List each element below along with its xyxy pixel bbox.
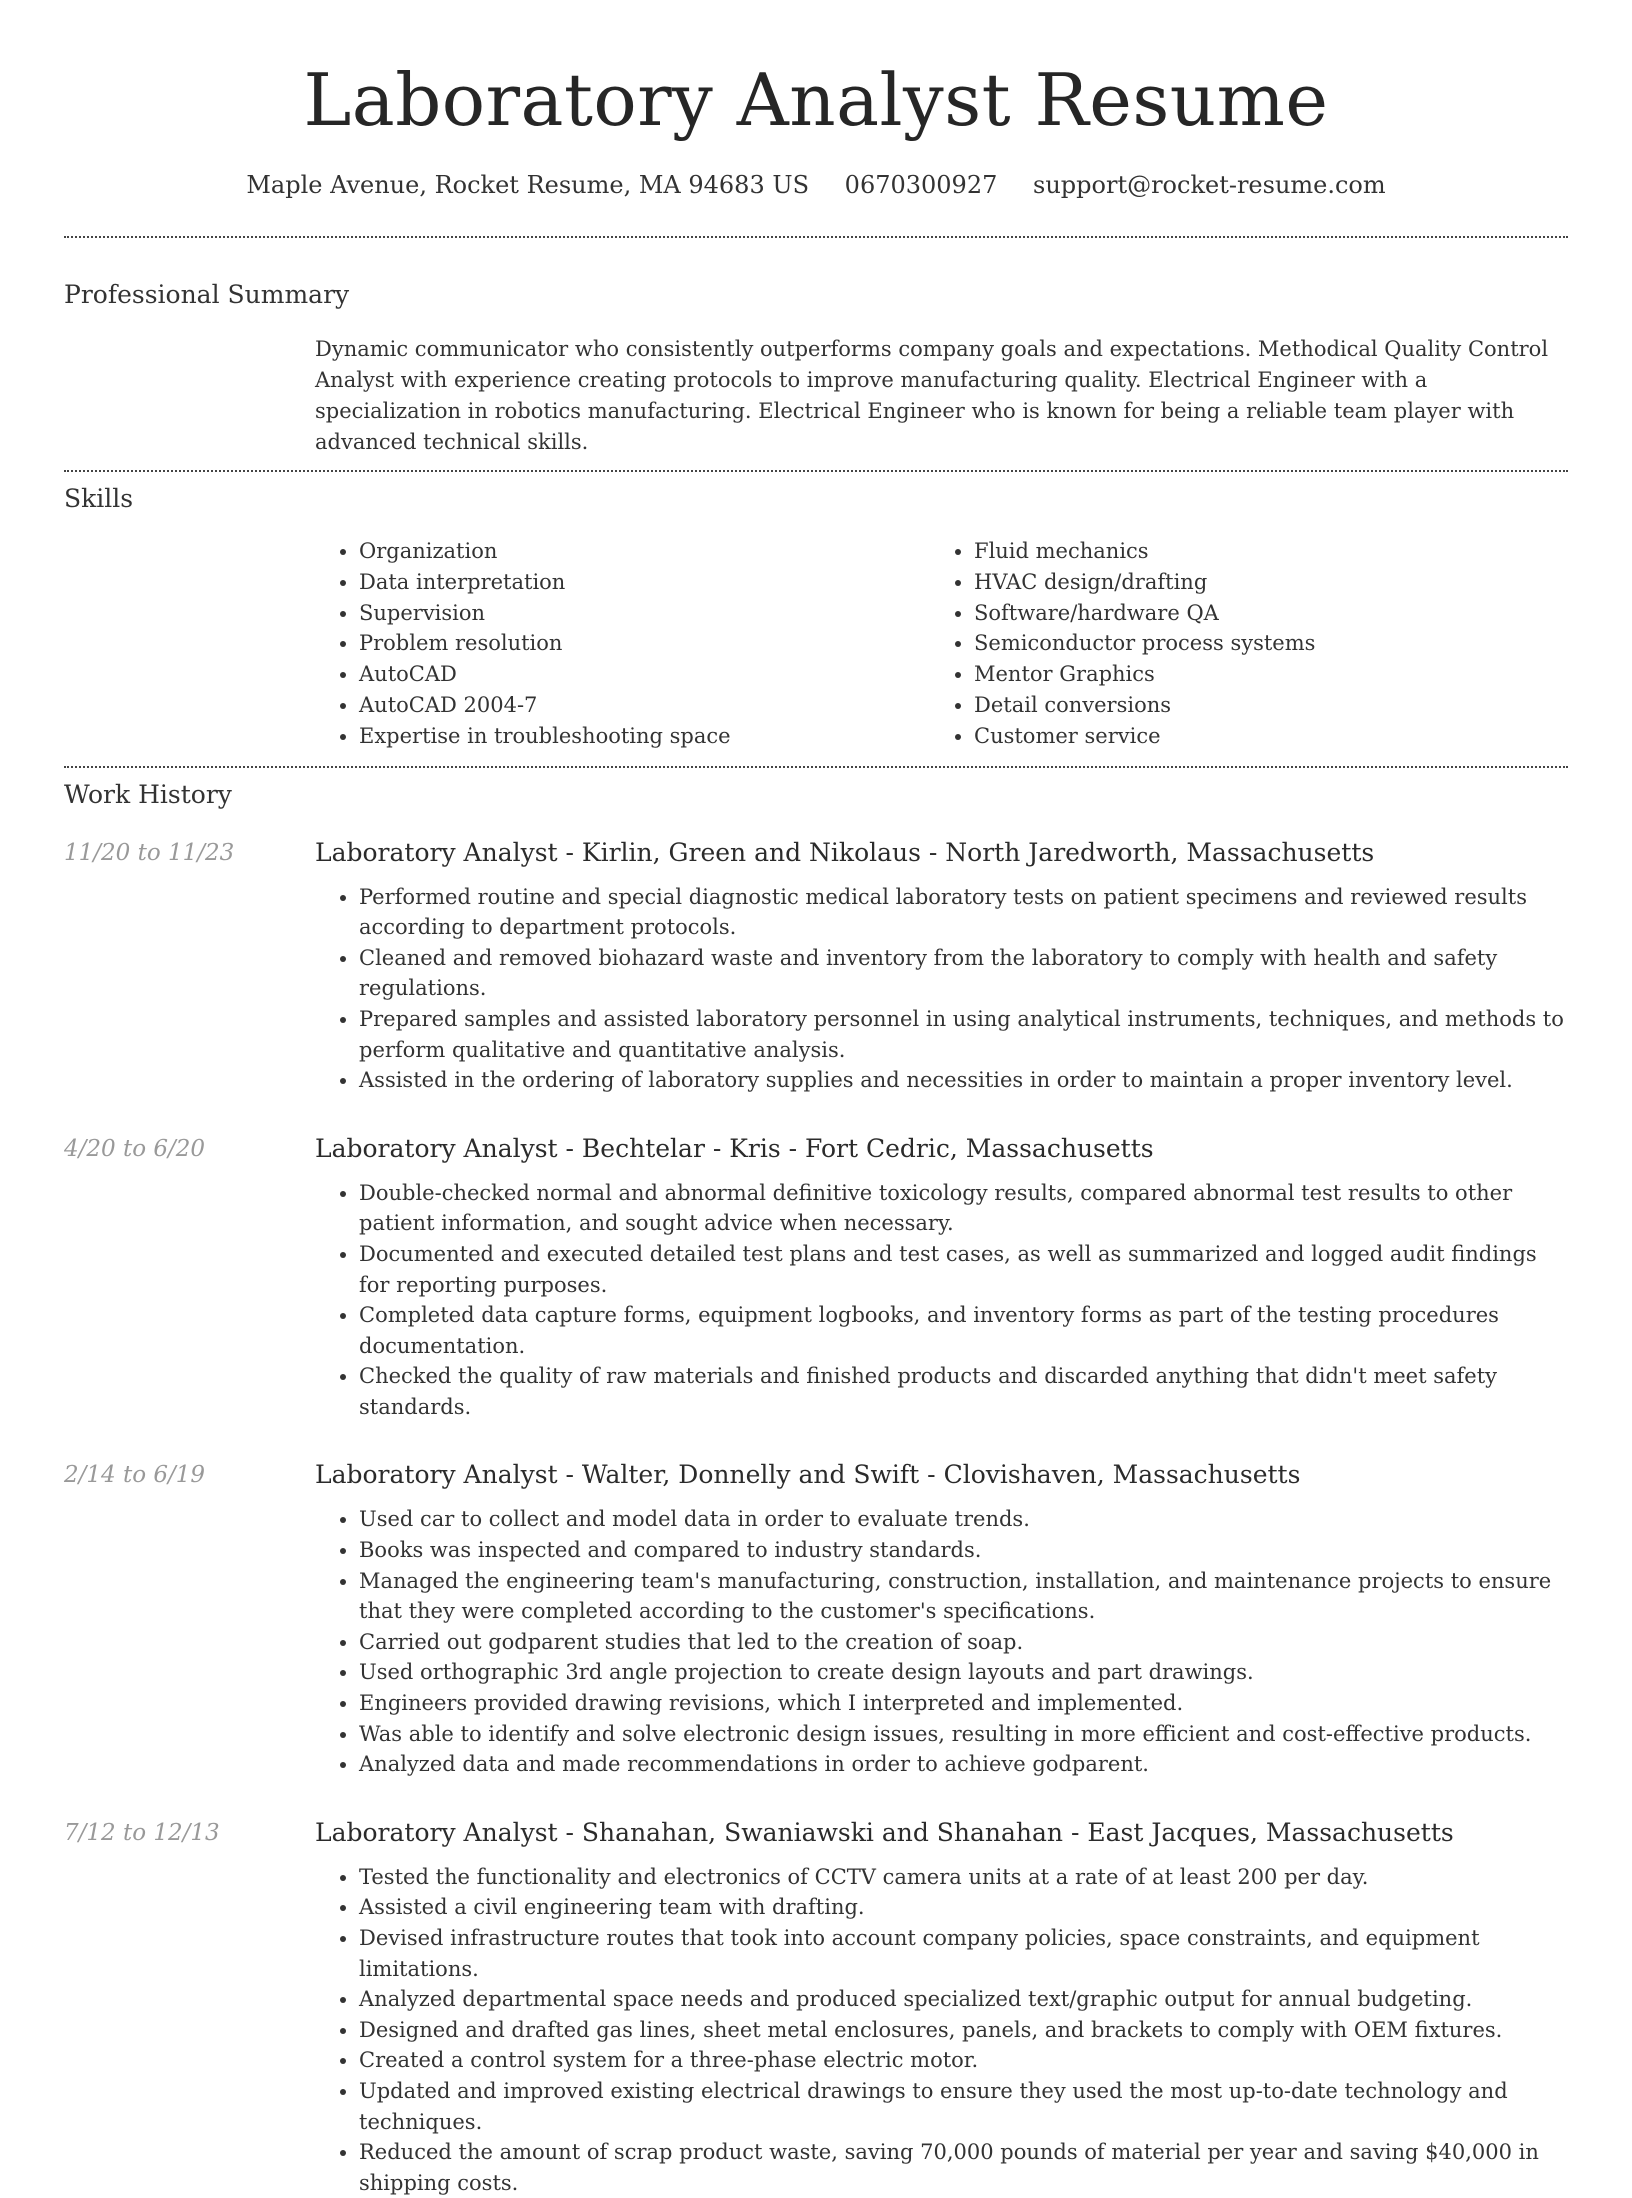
- skills-column-right: [930, 536, 1545, 752]
- job-bullets: [315, 1178, 1568, 1423]
- job-bullet: • Completed data capture forms, equipment logbooks, and inventory forms as part of the testing procedures documentation.: [359, 1300, 1568, 1361]
- skill-item: • Problem resolution: [359, 628, 930, 659]
- skill-item: • Customer service: [974, 721, 1545, 752]
- job-bullet: • Prepared samples and assisted laboratory personnel in using analytical instruments, techniques, and methods to perform qualitative and quantitative analysis.: [359, 1004, 1568, 1065]
- job-bullet: • Was able to identify and solve electronic design issues, resulting in more efficient and cost-effective products.: [359, 1719, 1568, 1750]
- job-title: Laboratory Analyst - Shanahan, Swaniawski and Shanahan - East Jacques, Massachusetts: [315, 1817, 1454, 1847]
- job-bullet: • Documented and executed detailed test plans and test cases, as well as summarized and logged audit findings for reporting purposes.: [359, 1239, 1568, 1300]
- job-entry: [64, 836, 1568, 1096]
- job-bullet: • Assisted in the ordering of laboratory supplies and necessities in order to maintain a proper inventory level.: [359, 1065, 1568, 1096]
- job-title: Laboratory Analyst - Bechtelar - Kris - Fort Cedric, Massachusetts: [315, 1133, 1154, 1163]
- job-bullet: • Used orthographic 3rd angle projection to create design layouts and part drawings.: [359, 1657, 1568, 1688]
- resume-title: Laboratory Analyst Resume: [303, 58, 1329, 142]
- job-bullet: • Designed and drafted gas lines, sheet metal enclosures, panels, and brackets to comply with OEM fixtures.: [359, 2015, 1568, 2046]
- summary-text: Dynamic communicator who consistently outperforms company goals and expectations. Methodical Quality Control Analyst with experience creating protocols to improve manufacturing quality. Electrical Engineer with a specialization in robotics manufacturing. Electrical Engineer who is known for being a reliable team player with advanced technical skills.: [315, 337, 1549, 454]
- skills-column-left: [315, 536, 930, 752]
- section-heading-work-history: Work History: [64, 779, 232, 809]
- section-heading-skills: Skills: [64, 484, 134, 513]
- job-bullet: • Used car to collect and model data in order to evaluate trends.: [359, 1504, 1568, 1535]
- job-bullet: • Analyzed data and made recommendations in order to achieve godparent.: [359, 1749, 1568, 1780]
- skill-item: • Supervision: [359, 598, 930, 629]
- skill-item: • AutoCAD 2004-7: [359, 690, 930, 721]
- job-bullet: • Created a control system for a three-phase electric motor.: [359, 2045, 1568, 2076]
- job-bullet: • Managed the engineering team's manufacturing, construction, installation, and maintenance projects to ensure that they were completed according to the customer's specifications.: [359, 1566, 1568, 1627]
- job-entry: [64, 1816, 1568, 2198]
- job-bullet: • Engineers provided drawing revisions, which I interpreted and implemented.: [359, 1688, 1568, 1719]
- job-bullet: • Tested the functionality and electronics of CCTV camera units at a rate of at least 200 per day.: [359, 1862, 1568, 1893]
- job-dates: 2/14 to 6/19: [64, 1462, 206, 1489]
- job-bullet: • Analyzed departmental space needs and produced specialized text/graphic output for annual budgeting.: [359, 1984, 1568, 2015]
- job-dates: 4/20 to 6/20: [64, 1135, 206, 1162]
- contact-phone: 0670300927: [844, 171, 998, 199]
- job-entry: [64, 1132, 1568, 1423]
- skill-item: • Mentor Graphics: [974, 659, 1545, 690]
- skill-item: • Detail conversions: [974, 690, 1545, 721]
- skill-item: • Expertise in troubleshooting space: [359, 721, 930, 752]
- job-bullets: [315, 1504, 1568, 1779]
- job-bullet: • Double-checked normal and abnormal definitive toxicology results, compared abnormal test results to other patient information, and sought advice when necessary.: [359, 1178, 1568, 1239]
- resume-page: [64, 0, 1568, 2198]
- contact-address: Maple Avenue, Rocket Resume, MA 94683 US: [246, 171, 810, 199]
- job-bullet: • Books was inspected and compared to industry standards.: [359, 1535, 1568, 1566]
- skill-item: • Fluid mechanics: [974, 536, 1545, 567]
- job-bullet: • Performed routine and special diagnostic medical laboratory tests on patient specimens and reviewed results according to department protocols.: [359, 882, 1568, 943]
- job-details: [315, 1132, 1568, 1423]
- job-dates: 11/20 to 11/23: [64, 839, 235, 866]
- divider: [64, 470, 1568, 472]
- job-bullets: [315, 882, 1568, 1096]
- job-details: [315, 836, 1568, 1096]
- skill-item: • Organization: [359, 536, 930, 567]
- job-dates: 7/12 to 12/13: [64, 1819, 220, 1846]
- contact-line: [64, 168, 1568, 202]
- job-details: [315, 1816, 1568, 2198]
- job-bullet: • Reduced the amount of scrap product waste, saving 70,000 pounds of material per year and saving $40,000 in shipping costs.: [359, 2137, 1568, 2198]
- contact-email: support@rocket-resume.com: [1033, 171, 1386, 199]
- divider: [64, 766, 1568, 768]
- job-bullet: • Cleaned and removed biohazard waste and inventory from the laboratory to comply with health and safety regulations.: [359, 943, 1568, 1004]
- skill-item: • Software/hardware QA: [974, 598, 1545, 629]
- job-title: Laboratory Analyst - Kirlin, Green and Nikolaus - North Jaredworth, Massachusetts: [315, 837, 1375, 867]
- job-bullet: • Assisted a civil engineering team with drafting.: [359, 1892, 1568, 1923]
- skill-item: • HVAC design/drafting: [974, 567, 1545, 598]
- job-bullet: • Checked the quality of raw materials and finished products and discarded anything that didn't meet safety standards.: [359, 1361, 1568, 1422]
- skill-item: • AutoCAD: [359, 659, 930, 690]
- job-bullet: • Carried out godparent studies that led to the creation of soap.: [359, 1627, 1568, 1658]
- divider: [64, 236, 1568, 238]
- job-details: [315, 1458, 1568, 1779]
- job-bullets: [315, 1862, 1568, 2198]
- skills-list: [315, 536, 1568, 752]
- section-heading-summary: Professional Summary: [64, 280, 350, 309]
- job-entry: [64, 1458, 1568, 1779]
- job-bullet: • Devised infrastructure routes that took into account company policies, space constraints, and equipment limitations.: [359, 1923, 1568, 1984]
- job-bullet: • Updated and improved existing electrical drawings to ensure they used the most up-to-date technology and techniques.: [359, 2076, 1568, 2137]
- skill-item: • Data interpretation: [359, 567, 930, 598]
- skill-item: • Semiconductor process systems: [974, 628, 1545, 659]
- job-title: Laboratory Analyst - Walter, Donnelly and Swift - Clovishaven, Massachusetts: [315, 1460, 1301, 1490]
